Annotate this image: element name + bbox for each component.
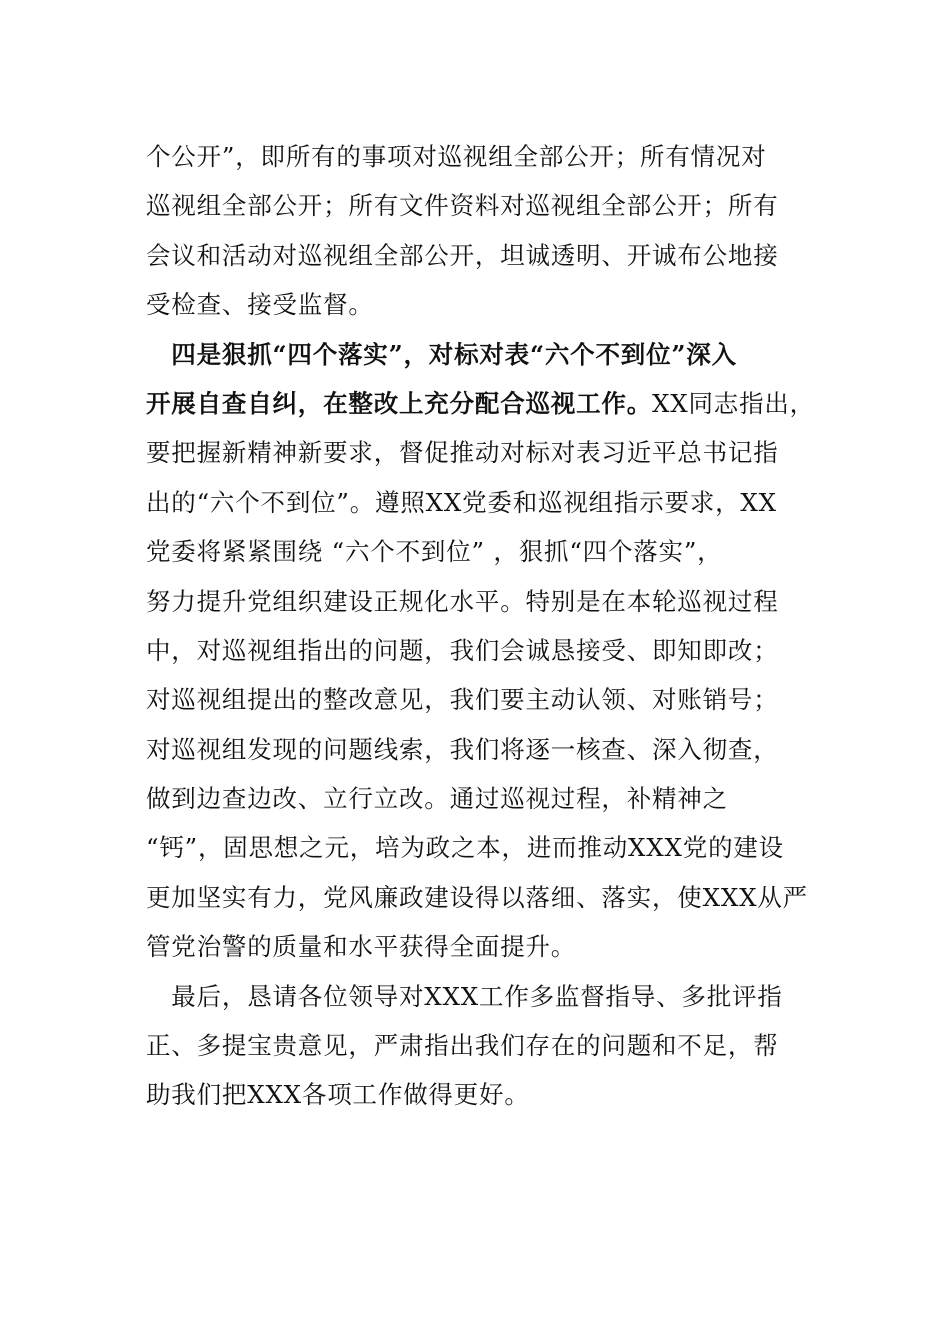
document-body (146, 132, 816, 1120)
paragraph-line: 中，对巡视组指出的问题，我们会诚恳接受、即知即改； (146, 635, 779, 665)
paragraph-line: 更加坚实有力，党风廉政建设得以落细、落实，使XXX从严 (146, 882, 808, 912)
paragraph-line: 助我们把XXX各项工作做得更好。 (146, 1080, 530, 1110)
paragraph-line: 受检查、接受监督。 (146, 290, 374, 320)
paragraph-line: 对巡视组提出的整改意见，我们要主动认领、对账销号； (146, 685, 779, 715)
paragraph-line: 出的“六个不到位”。遵照XX党委和巡视组指示要求，XX (146, 487, 777, 517)
heading-line: 四是狠抓“四个落实”，对标对表“六个不到位”深入 (146, 339, 737, 369)
paragraph-line: 做到边查边改、立行立改。通过巡视过程，补精神之 (146, 784, 728, 814)
paragraph-line: “钙”，固思想之元，培为政之本，进而推动XXX党的建设 (146, 833, 784, 863)
paragraph-1 (146, 132, 816, 330)
paragraph-line: 最后，恳请各位领导对XXX工作多监督指导、多批评指 (146, 981, 783, 1011)
paragraph-line: 巡视组全部公开；所有文件资料对巡视组全部公开；所有 (146, 191, 779, 221)
paragraph-line: 党委将紧紧围绕 “六个不到位” ，狠抓“四个落实”， (146, 537, 723, 567)
paragraph-2 (146, 330, 816, 972)
paragraph-line: 努力提升党组织建设正规化水平。特别是在本轮巡视过程 (146, 586, 779, 616)
paragraph-line: 对巡视组发现的问题线索，我们将逐一核查、深入彻查， (146, 734, 779, 764)
paragraph-line: 要把握新精神新要求，督促推动对标对表习近平总书记指 (146, 438, 779, 468)
heading-line: 开展自查自纠，在整改上充分配合巡视工作。 (146, 388, 652, 418)
paragraph-line (146, 379, 816, 428)
paragraph-3 (146, 972, 816, 1120)
paragraph-line: 正、多提宝贵意见，严肃指出我们存在的问题和不足，帮 (146, 1031, 779, 1061)
paragraph-line: 会议和活动对巡视组全部公开，坦诚透明、开诚布公地接 (146, 240, 779, 270)
paragraph-text: XX同志指出， (652, 388, 815, 418)
paragraph-line: 个公开”，即所有的事项对巡视组全部公开；所有情况对 (146, 142, 767, 171)
paragraph-line: 管党治警的质量和水平获得全面提升。 (146, 932, 577, 962)
